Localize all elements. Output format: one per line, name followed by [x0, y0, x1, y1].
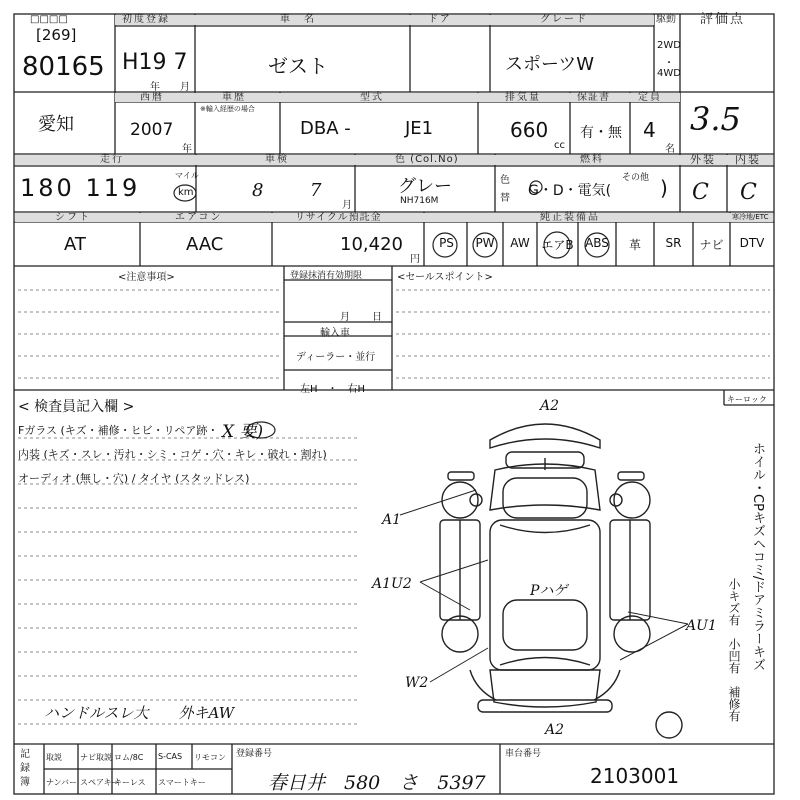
warranty-label: 保証書: [577, 92, 610, 103]
capacity: 4: [643, 118, 656, 142]
drive-dot: ・: [664, 58, 674, 69]
inspect-month-unit: 月: [342, 200, 352, 211]
footer-label: ナビ取説: [80, 753, 112, 762]
record-label: 登録抹消有効期限: [290, 271, 363, 281]
inspector-title: < 検査員記入欄 >: [18, 399, 135, 415]
door-label: ドア: [428, 14, 452, 25]
fuel-label: 燃料: [580, 154, 604, 165]
first-reg: H19 7: [122, 50, 188, 75]
chassis-label: 車歴: [222, 92, 246, 103]
shift-label: シフト: [55, 212, 91, 223]
score-label: 評価点: [700, 12, 746, 27]
inspector-line3: オーディオ (無し・穴) / タイヤ (スタッドレス): [18, 472, 250, 485]
footer-label: ロム/8C: [114, 753, 144, 762]
car-name: ゼスト: [268, 54, 328, 78]
equip-item: PS: [439, 236, 454, 250]
ac: AAC: [186, 234, 224, 255]
lot-label: [269]: [36, 26, 77, 44]
model: JE1: [405, 118, 434, 139]
diagram-w2: W2: [405, 675, 429, 691]
equip-label: 純正装備品: [540, 212, 600, 223]
fuel: G・D・電気(: [528, 183, 612, 199]
keycode-label: 寒冷地/ETC: [732, 213, 769, 221]
footer-label: キーレス: [114, 778, 146, 787]
shift: AT: [64, 234, 86, 255]
chassis-sub: ※輸入経歴の場合: [200, 105, 255, 113]
import-handle: 左H ・ 右H: [300, 384, 366, 395]
footer-label: リモコン: [194, 753, 226, 762]
warranty: 有・無: [580, 125, 622, 141]
km-label: km: [178, 187, 194, 198]
equip-item: SR: [665, 236, 682, 250]
handwritten-note: ハンドルスレ大 外キAW: [44, 704, 235, 722]
equip-item: DTV: [739, 236, 765, 250]
grade-label: グレード: [540, 14, 588, 25]
side-notes: 小キズ有 小凹有 補修有: [727, 578, 741, 722]
model-label: 型式: [360, 92, 384, 103]
year-unit: 年: [150, 82, 160, 93]
inspector-line1-mark: X 要): [222, 422, 264, 442]
ac-label: エアコン: [175, 212, 223, 223]
record-day: 日: [372, 312, 382, 323]
vin: 2103001: [590, 764, 680, 788]
equip-item: 革: [628, 238, 641, 252]
diagram-center: Pハゲ: [530, 583, 568, 599]
equip-item: PW: [475, 236, 495, 250]
score: 3.5: [690, 100, 741, 138]
equip-item: エアB: [541, 238, 574, 252]
plate: 春日井 580 さ 5397: [268, 772, 486, 794]
caution-label: <注意事項>: [118, 272, 175, 283]
vin-label: 車台番号: [505, 749, 542, 759]
footer-label: スペアキー: [80, 778, 120, 787]
exterior: C: [692, 180, 709, 205]
fuel-other: その他: [622, 173, 650, 183]
equip-item: AW: [510, 236, 530, 250]
diagram-top: A2: [540, 398, 560, 414]
person-unit: 名: [665, 144, 675, 155]
grade: スポーツW: [505, 54, 595, 75]
recycle-label: リサイクル預託金: [295, 212, 382, 223]
capacity-label: 定員: [638, 92, 662, 103]
model-year: 2007: [130, 120, 174, 140]
footer-label: スマートキー: [158, 778, 206, 787]
drive-label: 駆動: [656, 14, 676, 25]
drive-2wd: 2WD: [657, 40, 681, 51]
side-text: ホイル・CPキズヘコミ/ドアミラーキズ: [750, 442, 765, 672]
inspect-month: 7: [310, 180, 322, 201]
exterior-label: 外装: [690, 153, 716, 166]
interior-label: 内装: [735, 153, 761, 166]
mileage-label: 走行: [100, 154, 124, 165]
cc-unit: cc: [554, 140, 565, 151]
inspector-line2: 内装 (キズ・スレ・汚れ・シミ・コゲ・穴・キレ・破れ・割れ): [18, 448, 327, 461]
name-label: 車 名: [280, 14, 316, 25]
month-unit: 月: [180, 82, 190, 93]
inspect-label: 車検: [265, 154, 289, 165]
first-reg-label: 初度登録: [122, 14, 170, 25]
displacement-label: 排気量: [505, 92, 541, 103]
record-month: 月: [340, 312, 350, 323]
color: グレー: [398, 176, 452, 197]
drive-4wd: 4WD: [657, 68, 681, 79]
import-label: 輸入車: [320, 328, 350, 339]
displacement: 660: [510, 118, 549, 142]
diagram-au1: AU1: [686, 618, 717, 634]
sales-label: <セールスポイント>: [397, 272, 493, 283]
lot-prefix: □□□□: [30, 14, 68, 25]
color-code: NH716M: [400, 196, 439, 206]
diagram-a1u2: A1U2: [372, 576, 412, 592]
equip-item: ナビ: [699, 238, 724, 252]
diagram-bottom: A2: [545, 722, 565, 738]
inspector-line1: Fガラス (キズ・補修・ヒビ・リペア跡・: [18, 424, 219, 437]
color-label: 色 (Col.No): [395, 154, 459, 165]
import-dealer: ディーラー・並行: [296, 352, 376, 363]
interior: C: [740, 180, 757, 205]
recycle: 10,420: [340, 234, 403, 255]
mile-label: マイル: [175, 171, 199, 180]
equip-item: ABS: [585, 236, 609, 250]
fuel-close: ): [660, 176, 668, 200]
keylock-label: キーロック: [727, 395, 767, 404]
region: 愛知: [38, 114, 74, 135]
footer-label: ナンバー: [46, 778, 78, 787]
mileage: 180 119: [20, 174, 141, 202]
plate-label: 登録番号: [236, 749, 273, 759]
year-label: 西暦: [140, 92, 164, 103]
footer-label: 取説: [46, 753, 62, 762]
yen-unit: 円: [410, 254, 420, 265]
inspect-year: 8: [252, 180, 264, 201]
lot-number: 80165: [22, 52, 105, 82]
color-change: 色替: [500, 175, 510, 204]
year-unit-2: 年: [182, 144, 192, 155]
diagram-a1: A1: [382, 512, 402, 528]
footer-side-label: 記録簿: [20, 749, 30, 788]
footer-label: S-CAS: [158, 752, 183, 761]
model-prefix: DBA -: [300, 118, 351, 139]
